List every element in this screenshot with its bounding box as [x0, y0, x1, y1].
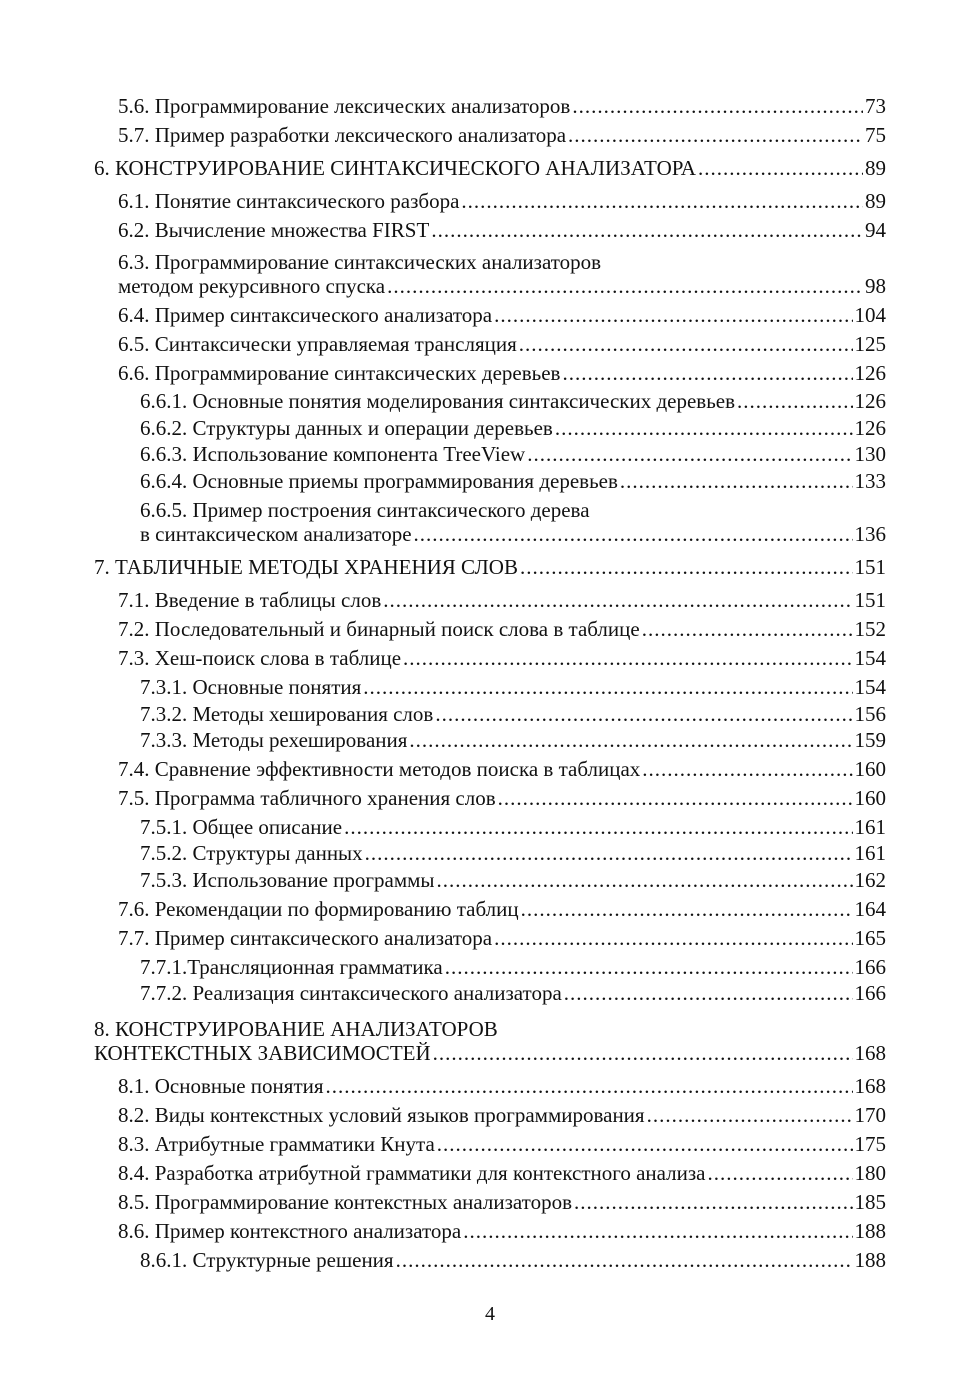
dot-leader [387, 274, 863, 298]
dot-leader [494, 303, 852, 327]
dot-leader [326, 1074, 853, 1098]
toc-entry-title-line1: 6.3. Программирование синтаксических анализаторов [118, 250, 602, 274]
dot-leader [445, 955, 853, 979]
toc-entry-title: 6.4. Пример синтаксического анализатора [118, 303, 493, 327]
dot-leader [461, 189, 863, 213]
dot-leader [463, 1219, 852, 1243]
dot-leader [708, 1161, 853, 1185]
dot-leader [435, 702, 852, 726]
toc-entry-page-number: 126 [854, 389, 886, 413]
toc-entry-title: 8.2. Виды контекстных условий языков программирования [118, 1103, 645, 1127]
toc-entry-title: 7.3. Хеш-поиск слова в таблице [118, 646, 402, 670]
dot-leader [568, 123, 863, 147]
toc-entry-page-number: 188 [854, 1248, 886, 1272]
dot-leader [737, 389, 852, 413]
dot-leader [572, 94, 863, 118]
toc-entry-page-number: 136 [854, 522, 886, 546]
toc-entry-page-number: 154 [854, 646, 886, 670]
toc-entry-page-number: 75 [865, 123, 886, 147]
toc-entry-line [118, 303, 886, 327]
toc-entry-page-number: 180 [854, 1161, 886, 1185]
dot-leader [344, 815, 852, 839]
toc-entry-line [140, 955, 886, 979]
toc-entry-page-number: 126 [854, 416, 886, 440]
toc-entry-line [118, 361, 886, 385]
toc-entry-page-number: 94 [865, 218, 886, 242]
dot-leader [437, 868, 853, 892]
toc-entry-page-number: 126 [854, 361, 886, 385]
toc-entry-page-number: 160 [854, 786, 886, 810]
dot-leader [620, 469, 853, 493]
toc-entry-title: 7.3.1. Основные понятия [140, 675, 362, 699]
dot-leader [642, 617, 853, 641]
toc-entry-line [140, 442, 886, 466]
toc-entry-title: 5.6. Программирование лексических анализаторов [118, 94, 571, 118]
toc-entry-title: 8.4. Разработка атрибутной грамматики для контекстного анализа [118, 1161, 706, 1185]
toc-entry-page-number: 151 [854, 588, 886, 612]
dot-leader [409, 728, 852, 752]
toc-entry-page-number: 89 [865, 189, 886, 213]
toc-entry-page-number: 161 [854, 841, 886, 865]
dot-leader [520, 555, 853, 579]
dot-leader [519, 332, 853, 356]
toc-entry-line [118, 757, 886, 781]
toc-entry-title: 6.6.1. Основные понятия моделирования синтаксических деревьев [140, 389, 736, 413]
toc-entry-page-number: 162 [854, 868, 886, 892]
toc-entry-page-number: 151 [854, 555, 886, 579]
toc-entry-title: 5.7. Пример разработки лексического анализатора [118, 123, 567, 147]
toc-entry-title: в синтаксическом анализаторе [140, 522, 412, 546]
toc-entry-line [94, 1041, 886, 1065]
page-number: 4 [485, 1303, 495, 1325]
toc-entry-line [140, 841, 886, 865]
toc-entry-title: 7.2. Последовательный и бинарный поиск слова в таблице [118, 617, 640, 641]
toc-entry-title: 7.5.1. Общее описание [140, 815, 343, 839]
toc-entry-page-number: 89 [865, 156, 886, 180]
toc-entry-line [118, 786, 886, 810]
toc-entry-page-number: 161 [854, 815, 886, 839]
toc-entry-title: 8.6.1. Структурные решения [140, 1248, 394, 1272]
toc-entry-page-number: 175 [854, 1132, 886, 1156]
toc-entry-title: 7.7.2. Реализация синтаксического анализатора [140, 981, 562, 1005]
toc-entry-title: 7.6. Рекомендации по формированию таблиц [118, 897, 519, 921]
dot-leader [437, 1132, 853, 1156]
toc-entry-line [140, 416, 886, 440]
toc-entry-page-number: 164 [854, 897, 886, 921]
dot-leader [527, 442, 852, 466]
toc-entry-page-number: 104 [854, 303, 886, 327]
toc-entry-title: 7.4. Сравнение эффективности методов поиска в таблицах [118, 757, 641, 781]
toc-entry-page-number: 73 [865, 94, 886, 118]
toc-entry-title: 6.6. Программирование синтаксических деревьев [118, 361, 561, 385]
toc-entry-page-number: 185 [854, 1190, 886, 1214]
toc-entry-title: 7.1. Введение в таблицы слов [118, 588, 382, 612]
dot-leader [363, 675, 852, 699]
toc-entry-title: 7. ТАБЛИЧНЫЕ МЕТОДЫ ХРАНЕНИЯ СЛОВ [94, 555, 518, 579]
toc-entry-title-line1: 8. КОНСТРУИРОВАНИЕ АНАЛИЗАТОРОВ [94, 1017, 498, 1041]
toc-entry-title: 7.5.2. Структуры данных [140, 841, 363, 865]
toc-entry-page-number: 168 [854, 1041, 886, 1065]
dot-leader [403, 646, 852, 670]
dot-leader [365, 841, 853, 865]
toc-entry-page-number: 159 [854, 728, 886, 752]
dot-leader [642, 757, 852, 781]
toc-entry-line [140, 1248, 886, 1272]
toc-entry-line [140, 469, 886, 493]
dot-leader [414, 522, 853, 546]
toc-entry-title: 7.7. Пример синтаксического анализатора [118, 926, 493, 950]
toc-entry-line [140, 868, 886, 892]
toc-entry-title: 6.6.2. Структуры данных и операции деревьев [140, 416, 553, 440]
dot-leader [383, 588, 852, 612]
toc-entry-line [118, 1103, 886, 1127]
toc-entry-line [140, 815, 886, 839]
toc-entry-title: 6.6.4. Основные приемы программирования деревьев [140, 469, 618, 493]
toc-entry-line [118, 588, 886, 612]
toc-entry-page-number: 170 [854, 1103, 886, 1127]
toc-entry-title: 7.7.1.Трансляционная грамматика [140, 955, 443, 979]
toc-entry-title: 8.3. Атрибутные грамматики Кнута [118, 1132, 435, 1156]
dot-leader [698, 156, 863, 180]
toc-entry-title: 8.1. Основные понятия [118, 1074, 324, 1098]
toc-entry-line [140, 702, 886, 726]
toc-entry-title: 6. КОНСТРУИРОВАНИЕ СИНТАКСИЧЕСКОГО АНАЛИЗАТОРА [94, 156, 696, 180]
toc-entry-title: 6.6.3. Использование компонента TreeView [140, 442, 526, 466]
toc-entry-page-number: 98 [865, 274, 886, 298]
toc-entry-title: 7.3.2. Методы хеширования слов [140, 702, 434, 726]
toc-entry-page-number: 160 [854, 757, 886, 781]
toc-entry-line [118, 123, 886, 147]
toc-entry-page-number: 130 [854, 442, 886, 466]
toc-entry-line [94, 156, 886, 180]
dot-leader [564, 981, 853, 1005]
toc-entry-title: КОНТЕКСТНЫХ ЗАВИСИМОСТЕЙ [94, 1041, 431, 1065]
toc-entry-title: методом рекурсивного спуска [118, 274, 386, 298]
toc-entry-line [118, 94, 886, 118]
toc-entry-page-number: 168 [854, 1074, 886, 1098]
toc-entry-line [118, 617, 886, 641]
toc-entry-title: 7.5.3. Использование программы [140, 868, 435, 892]
dot-leader [431, 218, 863, 242]
toc-entry-title: 6.2. Вычисление множества FIRST [118, 218, 430, 242]
toc-entry-title: 7.5. Программа табличного хранения слов [118, 786, 496, 810]
toc-entry-page-number: 133 [854, 469, 886, 493]
toc-entry-line [118, 189, 886, 213]
toc-entry-line [118, 897, 886, 921]
dot-leader [498, 786, 853, 810]
toc-entry-line [118, 274, 886, 298]
toc-entry-line [118, 218, 886, 242]
toc-entry-line [140, 728, 886, 752]
toc-entry-title: 8.6. Пример контекстного анализатора [118, 1219, 462, 1243]
dot-leader [494, 926, 852, 950]
toc-entry-line [118, 646, 886, 670]
toc-entry-page-number: 152 [854, 617, 886, 641]
dot-leader [555, 416, 853, 440]
toc-entry-line [140, 522, 886, 546]
toc-entry-line [140, 981, 886, 1005]
toc-entry-title: 7.3.3. Методы рехеширования [140, 728, 408, 752]
toc-entry-page-number: 188 [854, 1219, 886, 1243]
toc-entry-line [118, 1190, 886, 1214]
toc-entry-page-number: 166 [854, 955, 886, 979]
toc-entry-page-number: 125 [854, 332, 886, 356]
toc-entry-line [118, 1132, 886, 1156]
toc-entry-title: 6.5. Синтаксически управляемая трансляция [118, 332, 517, 356]
dot-leader [433, 1041, 853, 1065]
toc-entry-line [118, 332, 886, 356]
toc-entry-line [118, 1074, 886, 1098]
dot-leader [574, 1190, 853, 1214]
toc-entry-line [118, 926, 886, 950]
toc-entry-line [140, 675, 886, 699]
dot-leader [521, 897, 853, 921]
toc-entry-line [94, 555, 886, 579]
dot-leader [396, 1248, 853, 1272]
toc-entry-line [118, 1161, 886, 1185]
dot-leader [562, 361, 852, 385]
dot-leader [647, 1103, 853, 1127]
toc-entry-page-number: 156 [854, 702, 886, 726]
toc-entry-line [118, 1219, 886, 1243]
toc-entry-line [140, 389, 886, 413]
toc-entry-page-number: 166 [854, 981, 886, 1005]
toc-entry-page-number: 165 [854, 926, 886, 950]
toc-entry-page-number: 154 [854, 675, 886, 699]
toc-entry-title-line1: 6.6.5. Пример построения синтаксического дерева [140, 498, 590, 522]
toc-entry-title: 8.5. Программирование контекстных анализаторов [118, 1190, 572, 1214]
toc-entry-title: 6.1. Понятие синтаксического разбора [118, 189, 460, 213]
